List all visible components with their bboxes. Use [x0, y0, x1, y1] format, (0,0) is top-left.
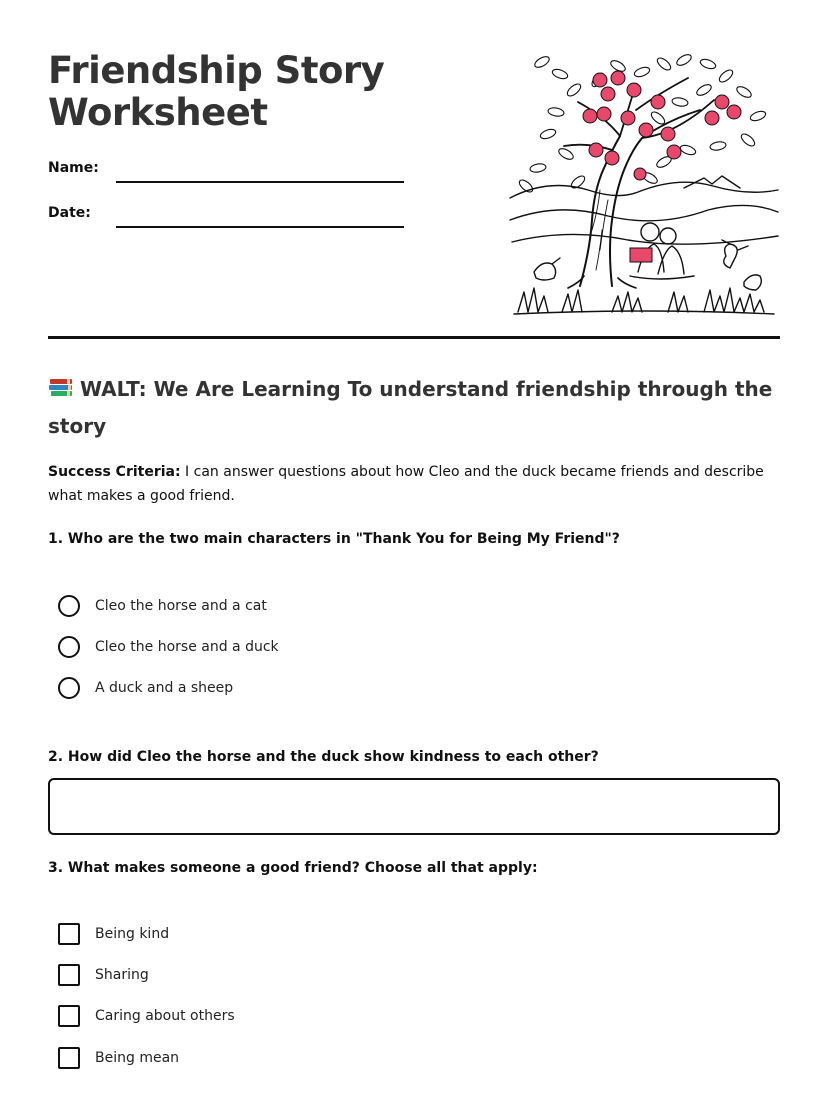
success-criteria-label: Success Criteria: [48, 464, 181, 480]
option-label[interactable]: Sharing [95, 967, 149, 983]
radio-button[interactable] [58, 595, 80, 617]
option-label[interactable]: Cleo the horse and a duck [95, 639, 279, 655]
checkbox-option[interactable] [58, 1004, 235, 1028]
answer-textbox[interactable] [48, 778, 780, 835]
date-line[interactable] [116, 226, 404, 228]
checkbox[interactable] [58, 1047, 80, 1069]
radio-option[interactable] [58, 594, 267, 618]
success-criteria [48, 460, 780, 508]
title-line-1: Friendship Story [48, 49, 385, 92]
checkbox-option[interactable] [58, 1046, 179, 1070]
question-2: 2. How did Cleo the horse and the duck show kindness to each other? [48, 749, 599, 765]
option-label[interactable]: Cleo the horse and a cat [95, 598, 267, 614]
option-label[interactable]: A duck and a sheep [95, 680, 234, 696]
section-divider [48, 336, 780, 339]
checkbox-option[interactable] [58, 922, 169, 946]
checkbox-option[interactable] [58, 963, 149, 987]
books-icon [48, 377, 74, 399]
option-label[interactable]: Being mean [95, 1050, 180, 1066]
success-criteria-text: I can answer questions about how Cleo and the duck became friends and describe what makes a good friend. [48, 464, 764, 504]
question-1: 1. Who are the two main characters in "Thank You for Being My Friend"? [48, 531, 620, 547]
option-label[interactable]: Being kind [95, 926, 170, 942]
radio-button[interactable] [58, 677, 80, 699]
radio-option[interactable] [58, 635, 279, 659]
walt-heading [48, 371, 780, 445]
checkbox[interactable] [58, 923, 80, 945]
walt-text: WALT: We Are Learning To understand friendship through the story [48, 377, 773, 438]
checkbox[interactable] [58, 964, 80, 986]
date-label: Date: [48, 205, 91, 221]
question-3: 3. What makes someone a good friend? Choose all that apply: [48, 860, 538, 876]
worksheet-title [48, 50, 488, 134]
checkbox[interactable] [58, 1005, 80, 1027]
name-label: Name: [48, 160, 99, 176]
option-label[interactable]: Caring about others [95, 1008, 235, 1024]
radio-button[interactable] [58, 636, 80, 658]
apple-tree-friends-illustration [508, 50, 780, 322]
name-line[interactable] [116, 181, 404, 183]
title-line-2: Worksheet [48, 91, 268, 134]
radio-option[interactable] [58, 676, 233, 700]
